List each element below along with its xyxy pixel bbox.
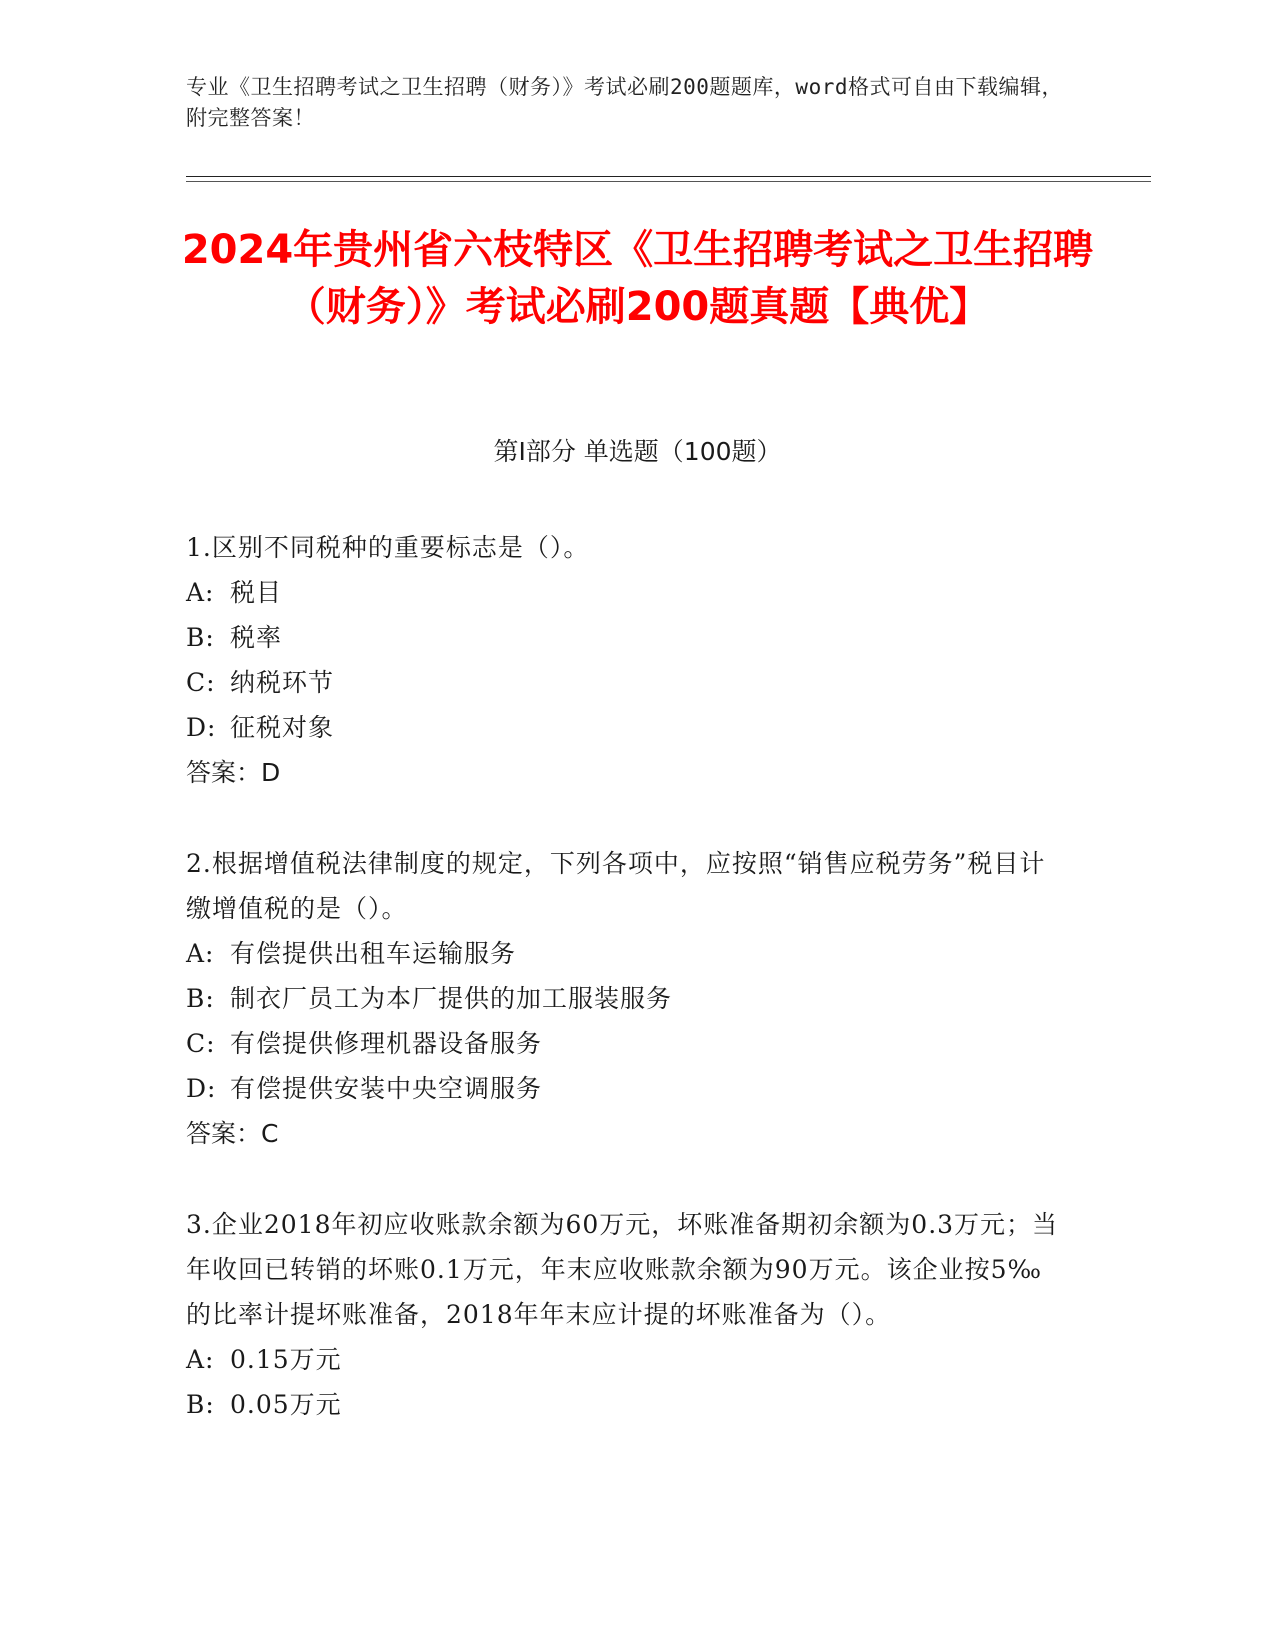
option-b — [186, 615, 1066, 660]
question-2 — [186, 841, 1066, 1156]
option-key: D: — [186, 1074, 217, 1103]
option-c — [186, 660, 1066, 705]
option-key: B: — [186, 623, 215, 652]
question-stem: 2.根据增值税法律制度的规定，下列各项中，应按照“销售应税劳务”税目计缴增值税的是（）。 — [186, 849, 1046, 923]
option-key: B: — [186, 984, 215, 1013]
option-key: D: — [186, 713, 217, 742]
option-key: A: — [186, 1345, 215, 1374]
option-a — [186, 1337, 1066, 1382]
option-text: 有偿提供出租车运输服务 — [230, 939, 517, 968]
question-1 — [186, 525, 1066, 795]
question-list — [186, 525, 1066, 1473]
option-key: B: — [186, 1390, 215, 1419]
answer-line: 答案：C — [186, 1119, 279, 1148]
option-text: 税目 — [230, 578, 283, 607]
option-text: 征税对象 — [230, 713, 335, 742]
option-text: 纳税环节 — [230, 668, 335, 697]
option-a — [186, 570, 1066, 615]
option-key: C: — [186, 668, 216, 697]
option-d — [186, 705, 1066, 750]
option-key: A: — [186, 939, 215, 968]
option-text: 有偿提供安装中央空调服务 — [230, 1074, 543, 1103]
section-title: 第I部分 单选题（100题） — [493, 437, 782, 466]
header-note: 专业《卫生招聘考试之卫生招聘（财务）》考试必刷200题题库，word格式可自由下载编辑，附完整答案！ — [186, 75, 1063, 130]
option-text: 制衣厂员工为本厂提供的加工服装服务 — [230, 984, 673, 1013]
question-3 — [186, 1202, 1066, 1427]
option-text: 0.05万元 — [230, 1390, 342, 1419]
question-stem: 1.区别不同税种的重要标志是（）。 — [186, 533, 590, 562]
option-c — [186, 1021, 1066, 1066]
option-d — [186, 1066, 1066, 1111]
option-a — [186, 931, 1066, 976]
question-stem: 3.企业2018年初应收账款余额为60万元，坏账准备期初余额为0.3万元；当年收回已转销的坏账0.1万元，年末应收账款余额为90万元。该企业按5‰的比率计提坏账准备，2018年年末应计提的坏账准备为（）。 — [186, 1210, 1059, 1329]
header-divider-thick — [186, 176, 1151, 177]
option-text: 税率 — [230, 623, 283, 652]
option-b — [186, 976, 1066, 1021]
option-b — [186, 1382, 1066, 1427]
document-title: 2024年贵州省六枝特区《卫生招聘考试之卫生招聘（财务）》考试必刷200题真题【典优】 — [181, 227, 1094, 330]
option-key: C: — [186, 1029, 216, 1058]
header-divider-thin — [186, 181, 1151, 182]
option-text: 有偿提供修理机器设备服务 — [230, 1029, 543, 1058]
option-key: A: — [186, 578, 215, 607]
answer-line: 答案：D — [186, 758, 281, 787]
option-text: 0.15万元 — [230, 1345, 342, 1374]
